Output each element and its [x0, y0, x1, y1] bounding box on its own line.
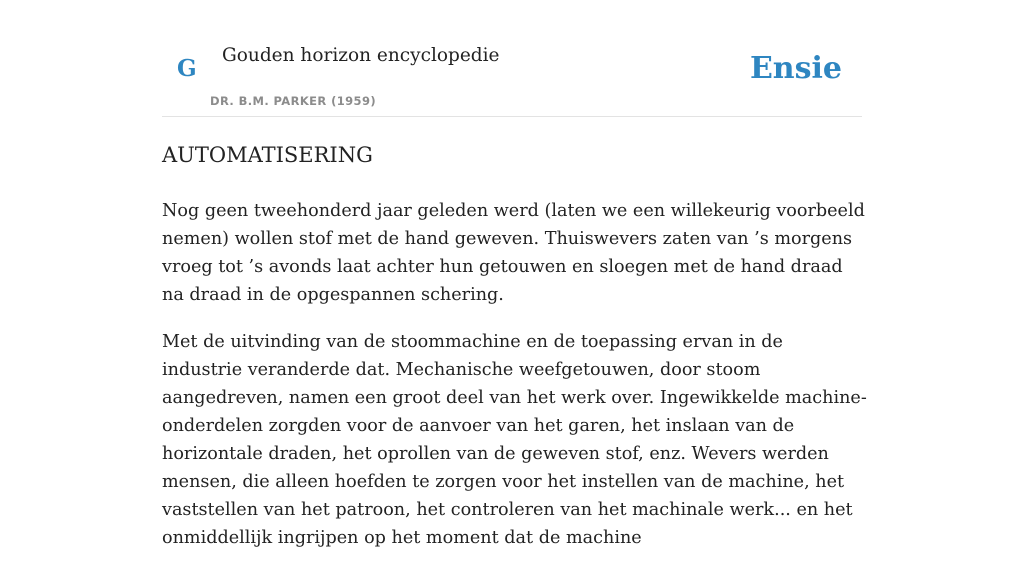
- article: [162, 140, 867, 571]
- book-author: DR. B.M. PARKER (1959): [210, 94, 377, 108]
- book-title-link[interactable]: Gouden horizon encyclopedie: [222, 45, 500, 66]
- ensie-logo[interactable]: Ensie: [749, 51, 842, 86]
- article-title: AUTOMATISERING: [162, 143, 373, 167]
- book-logo[interactable]: G: [177, 55, 197, 82]
- article-paragraph: Nog geen tweehonderd jaar geleden werd (laten we een willekeurig voorbeeld nemen) wollen stof met de hand geweven. Thuiswevers zaten van ’s morgens vroeg tot ’s avonds laat achter hun getouwen en sloegen met de hand draad na draad in de opgespannen schering.: [162, 201, 865, 305]
- site-header: [162, 0, 862, 117]
- article-paragraph: Met de uitvinding van de stoommachine en de toepassing ervan in de industrie veranderde dat. Mechanische weefgetouwen, door stoom aangedreven, namen een groot deel van het werk over. Ingewikkelde machine-onderdelen zorgden voor de aanvoer van het garen, het inslaan van de horizontale draden, het oprollen van de geweven stof, enz. Wevers werden mensen, die alleen hoefden te zorgen voor het instellen van de machine, het vaststellen van het patroon, het controleren van het machinale werk... en het onmiddellijk ingrijpen op het moment dat de machine: [162, 332, 867, 548]
